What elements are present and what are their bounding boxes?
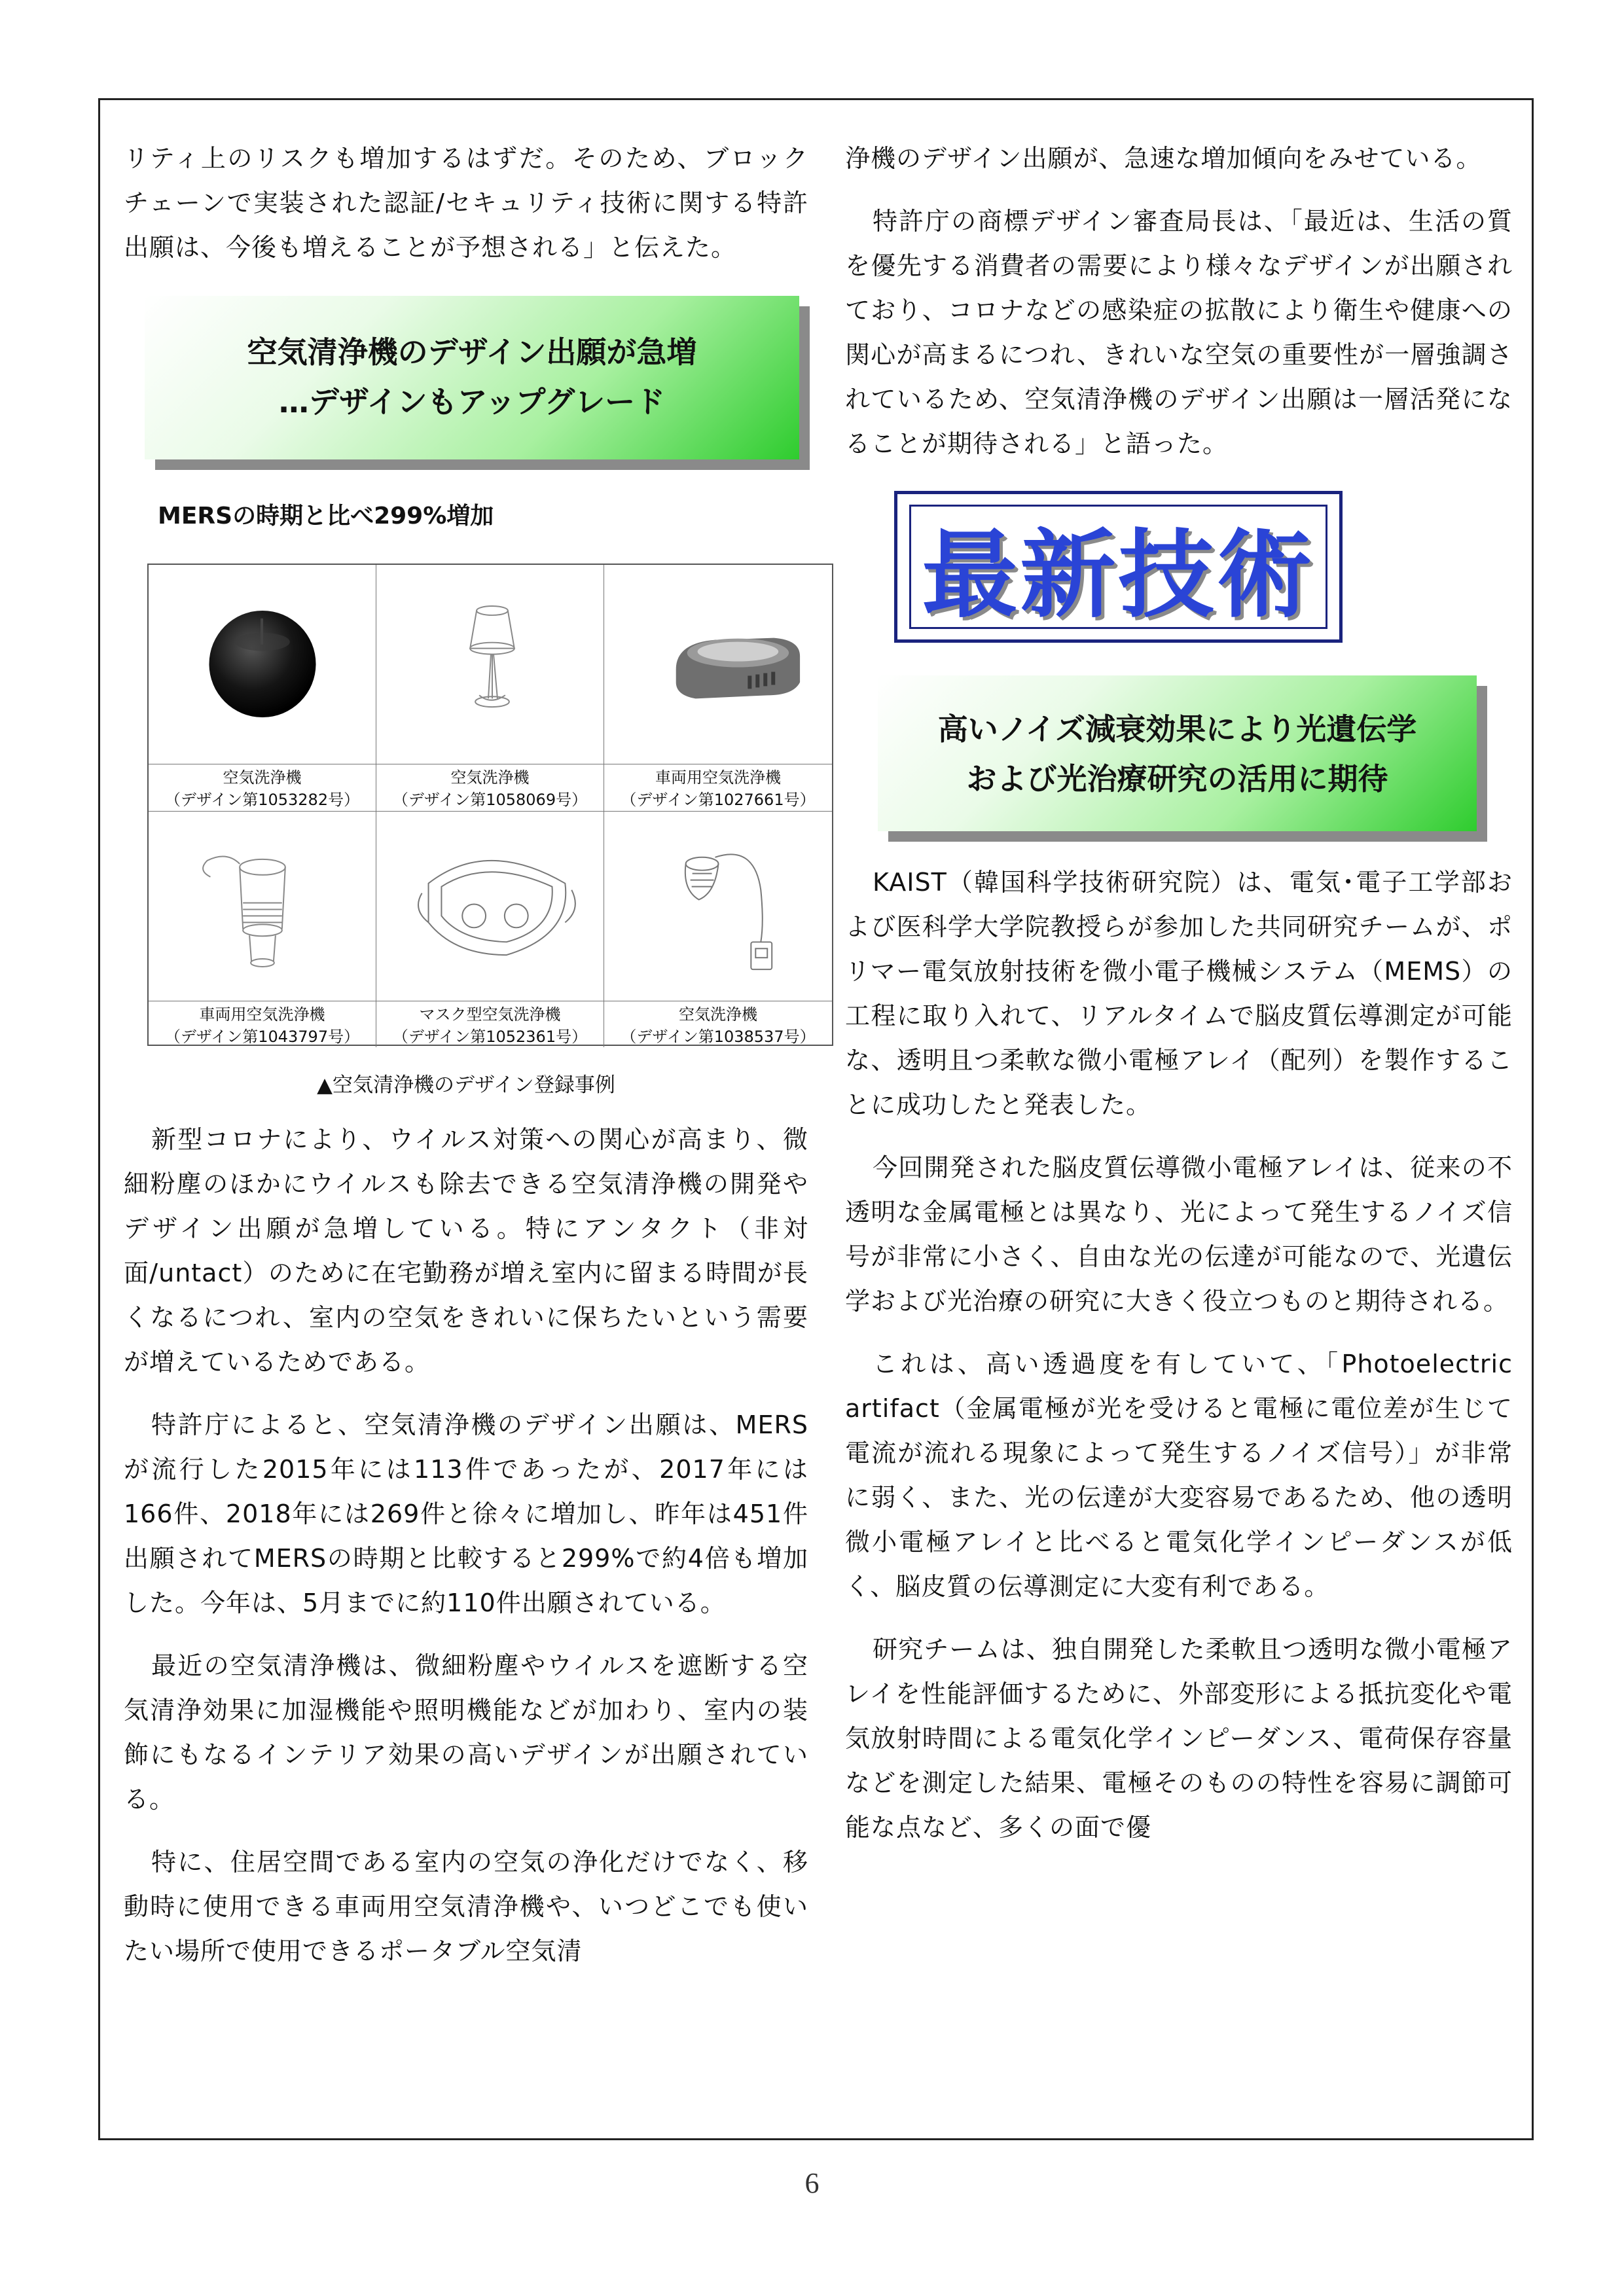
left-paragraph-3: 最近の空気清浄機は、微細粉塵やウイルスを遮断する空気清浄効果に加湿機能や照明機能などが加わり、室内の装飾にもなるインテリア効果の高いデザインが出願されている。 <box>124 1651 808 1814</box>
section-title: 最新技術 <box>922 520 1315 631</box>
subheadline: MERSの時期と比べ299%増加 <box>158 503 494 529</box>
right-paragraph-5: 研究チームは、独自開発した柔軟且つ透明な微小電極アレイを性能評価するために、外部変形による抵抗変化や電気放射時間による電気化学インピーダンス、電荷保存容量などを測定した結果、電極そのものの特性を容易に調節可能な点など、多くの面で優 <box>845 1635 1513 1842</box>
right-paragraph-2: KAIST（韓国科学技術研究院）は、電気･電子工学部および医科学大学院教授らが参加した共同研究チームが、ポリマー電気放射技術を微小電子機械システム（MEMS）の工程に取り入れて、リアルタイムで脳皮質伝導測定が可能な、透明且つ柔軟な微小電極アレイ（配列）を製作することに成功したと発表した。 <box>845 868 1513 1119</box>
vehicle-purifier-image <box>604 565 832 764</box>
figure-item-name-5: マスク型空気洗浄機 <box>419 1005 561 1024</box>
figure-item-name-2: 空気洗浄機 <box>450 768 530 787</box>
latest-tech-section-header <box>894 491 1349 648</box>
figure-item-name-6: 空気洗浄機 <box>679 1005 757 1024</box>
right-banner-line-1: 高いノイズ減衰効果により光遺伝学 <box>937 711 1417 747</box>
figure-item-name-1: 空気洗浄機 <box>223 768 302 787</box>
left-paragraph-1: 新型コロナにより、ウイルス対策への関心が高まり、微細粉塵のほかにウイルスも除去できる空気清浄機の開発やデザイン出願が急増している。特にアンタクト（非対面/untact）のために在宅勤務が増え室内に留まる時間が長くなるにつれ、室内の空気をきれいに保ちたいという需要が増えているためである。 <box>124 1125 808 1376</box>
figure-caption: ▲空気清浄機のデザイン登録事例 <box>317 1073 615 1097</box>
banner-line-1: 空気清浄機のデザイン出願が急増 <box>247 334 697 370</box>
figure-item-name-3: 車両用空気洗浄機 <box>655 768 781 787</box>
figure-image-5-mask-purifier <box>376 812 604 1001</box>
figure-item-number-4: （デザイン第1043797号） <box>164 1028 360 1046</box>
left-paragraph-2: 特許庁によると、空気清浄機のデザイン出願は、MERSが流行した2015年には113件であったが、2017年には166件、2018年には269件と徐々に増加し、昨年は451件出願されてMERSの時期と比較すると299%で約4倍も増加した。今年は、5月までに約110件出願されている。 <box>124 1410 808 1617</box>
figure-image-6-portable-purifier <box>604 812 832 1001</box>
figure-image-2-lamp-purifier <box>376 565 604 764</box>
figure-item-name-4: 車両用空気洗浄機 <box>199 1005 325 1024</box>
lamp-purifier-image <box>376 565 604 764</box>
page-frame <box>98 98 1534 2140</box>
figure-caption-cell-2 <box>376 764 604 812</box>
figure-item-number-3: （デザイン第1027661号） <box>621 791 816 809</box>
air-purifier-headline-banner <box>145 296 799 459</box>
noise-research-headline-banner <box>878 675 1477 831</box>
right-paragraph-1: 特許庁の商標デザイン審査局長は、「最近は、生活の質を優先する消費者の需要により様々なデザインが出願されており、コロナなどの感染症の拡散により衛生や健康への関心が高まるにつれ、きれいな空気の重要性が一層強調されているため、空気清浄機のデザイン出願は一層活発になることが期待される」と語った。 <box>845 207 1513 458</box>
right-paragraph-3: 今回開発された脳皮質伝導微小電極アレイは、従来の不透明な金属電極とは異なり、光によって発生するノイズ信号が非常に小さく、自由な光の伝達が可能なので、光遺伝学および光治療の研究に大きく役立つものと期待される。 <box>845 1153 1513 1316</box>
portable-purifier-image <box>604 812 832 1001</box>
figure-image-3-vehicle-purifier <box>604 565 832 764</box>
mask-purifier-image <box>376 812 604 1001</box>
right-paragraph-0: 浄機のデザイン出願が、急速な増加傾向をみせている。 <box>845 144 1482 173</box>
figure-item-number-1: （デザイン第1053282号） <box>164 791 360 809</box>
left-paragraph-4: 特に、住居空間である室内の空気の浄化だけでなく、移動時に使用できる車両用空気清浄機や、いつどこでも使いたい場所で使用できるポータブル空気清 <box>124 1848 808 1965</box>
figure-image-1-sphere-purifier <box>149 565 376 764</box>
figure-item-number-6: （デザイン第1038537号） <box>621 1028 816 1046</box>
figure-caption-cell-3 <box>604 764 832 812</box>
design-registration-figure <box>147 564 833 1046</box>
cup-vehicle-purifier-image <box>149 812 376 1001</box>
right-paragraph-4: これは、高い透過度を有していて、「Photoelectric artifact（金属電極が光を受けると電極に電位差が生じて電流が流れる現象によって発生するノイズ信号）」が非常に弱く、また、光の伝達が大変容易であるため、他の透明微小電極アレイと比べると電気化学インピーダンスが低く、脳皮質の伝導測定に大変有利である。 <box>845 1350 1513 1601</box>
figure-caption-cell-5 <box>376 1001 604 1047</box>
latest-tech-inner-border <box>909 505 1327 629</box>
figure-caption-cell-6 <box>604 1001 832 1047</box>
right-banner-line-2: および光治療研究の活用に期待 <box>966 761 1388 797</box>
figure-caption-cell-4 <box>149 1001 376 1047</box>
left-paragraph-0: リティ上のリスクも増加するはずだ。そのため、ブロックチェーンで実装された認証/セキュリティ技術に関する特許出願は、今後も増えることが予想される」と伝えた。 <box>124 144 808 262</box>
figure-item-number-2: （デザイン第1058069号） <box>392 791 588 809</box>
page-number: 6 <box>804 2167 820 2199</box>
figure-image-4-cup-vehicle-purifier <box>149 812 376 1001</box>
left-column <box>124 136 816 1992</box>
figure-item-number-5: （デザイン第1052361号） <box>392 1028 588 1046</box>
right-column <box>845 136 1513 1868</box>
sphere-purifier-image <box>149 565 376 764</box>
figure-caption-cell-1 <box>149 764 376 812</box>
banner-line-2: …デザインもアップグレード <box>278 384 666 420</box>
latest-tech-box <box>894 491 1343 643</box>
